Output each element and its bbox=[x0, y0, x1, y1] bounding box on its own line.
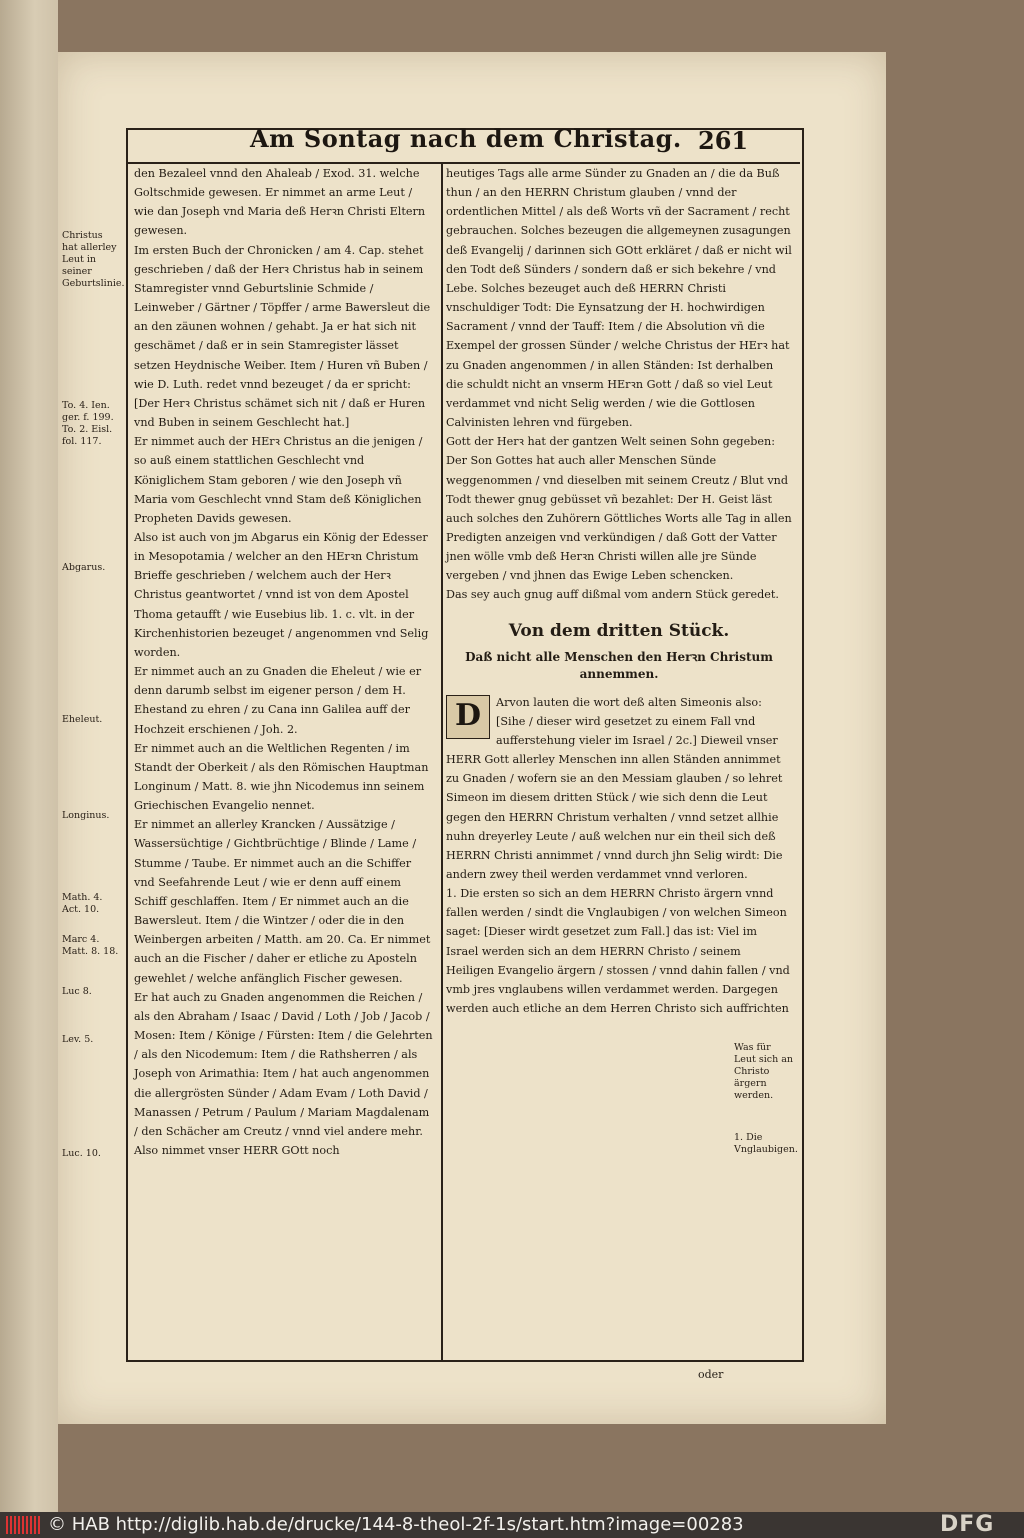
left-paragraph-3: Er nimmet auch der HErꝛ Christus an die jenigen / so auß einem stattlichen Geschlecht vnd Königlichem Stam geboren / wie den Joseph vñ Maria vom Geschlecht vnnd Stam deß Königlichen Propheten Davids gewesen. bbox=[134, 435, 423, 525]
margin-note-eheleut: Eheleut. bbox=[62, 714, 103, 725]
column-separator bbox=[441, 164, 443, 1360]
section-subheading: Daß nicht alle Menschen den Herꝛn Christum annemmen. bbox=[465, 649, 773, 681]
left-paragraph-2: Im ersten Buch der Chronicken / am 4. Cap. stehet geschrieben / daß der Herꝛ Christus hab in seinem Stamregister vnnd Geburtslinie Schmide / Leinweber / Gärtner / Töpffer / arme Bawersleut die an den zäunen wohnen / gehabt. Ja er hat sich nit geschämet / daß er in sein Stamregister lässet setzen Heydnische Weiber. Item / Huren vñ Buben / wie D. Luth. redet vnnd bezeuget / da er spricht: [Der Herꝛ Christus schämet sich nit / daß er Huren vnd Buben in seinem Geschlecht hat.] bbox=[134, 243, 431, 430]
margin-note-luc10: Luc. 10. bbox=[62, 1148, 101, 1159]
left-paragraph-8: Er hat auch zu Gnaden angenommen die Reichen / als den Abraham / Isaac / David / Loth / Job / Jacob / Mosen: Item / Könige / Fürsten: Item / die Gelehrten / als den Nicodemum: Item / die Rathsherren / als Joseph von Arimathia: Item / hat auch angenommen die allergrösten Sünder / Adam Evam / Loth David / Manassen / Petrum / Paulum / Mariam Magdalenam / den Schächer am Creutz / vnnd viel andere mehr. bbox=[134, 990, 433, 1138]
book-page bbox=[58, 52, 886, 1424]
left-column bbox=[134, 164, 434, 1160]
right-paragraph-4 bbox=[446, 693, 792, 885]
dropcap-initial: D bbox=[446, 695, 490, 739]
margin-note-matth4: Math. 4. Act. 10. bbox=[62, 892, 103, 915]
left-paragraph-7: Er nimmet an allerley Krancken / Aussätzige / Wassersüchtige / Gichtbrüchtige / Blinde / Lame / Stumme / Taube. Er nimmet auch an die Schiffer vnd Seefahrende Leut / wie er denn auff einem Schiff geschlaffen. Item / Er nimmet auch an die Bawersleut. Item / die Wintzer / oder die in den Weinbergen arbeiten / Matth. am 20. Ca. Er nimmet auch an die Fischer / daher er etliche zu Aposteln gewehlet / welche anfänglich Fischer gewesen. bbox=[134, 818, 431, 985]
previous-page-edge bbox=[0, 0, 58, 1512]
barcode-icon bbox=[6, 1516, 40, 1534]
right-paragraph-5: 1. Die ersten so sich an dem HERRN Christo ärgern vnnd fallen werden / sindt die Vnglaubigen / von welchen Simeon saget: [Dieser wirdt gesetzet zum Fall.] das ist: Viel im Israel werden sich an dem HERRN Christo / seinem Heiligen Evangelio ärgern / stossen / vnnd dahin fallen / vnd vmb jres vnglaubens willen verdammet werden. Dargegen werden auch etliche an dem Herren Christo sich auffrichten bbox=[446, 887, 790, 1016]
catchword: oder bbox=[698, 1368, 724, 1381]
margin-note-unglaubigen: 1. Die Vnglaubigen. bbox=[734, 1132, 798, 1155]
margin-note-aergern: Was für Leut sich an Christo ärgern werden. bbox=[734, 1042, 794, 1101]
running-head: Am Sontag nach dem Christag. bbox=[250, 124, 682, 153]
left-paragraph-5: Er nimmet auch an zu Gnaden die Eheleut / wie er denn darumb selbst im eigener person / dem H. Ehestand zu ehren / zu Cana inn Galilea auff der Hochzeit erschienen / Joh. 2. bbox=[134, 665, 422, 736]
viewer-footer bbox=[0, 1512, 1024, 1538]
page-number: 261 bbox=[698, 126, 749, 155]
right-paragraph-1: heutiges Tags alle arme Sünder zu Gnaden an / die da Buß thun / an den HERRN Christum glauben / vnnd der ordentlichen Mittel / als deß Worts vñ der Sacrament / recht gebrauchen. Solches bezeugen die allgemeynen zusagungen deß Evangelij / darinnen sich GOtt erkläret / daß er nicht wil den Todt deß Sünders / sondern daß er sich bekehre / vnd Lebe. Solches bezeuget auch deß HERRN Christi vnschuldiger Todt: Die Eynsatzung der H. hochwirdigen Sacrament / vnnd der Tauff: Item / die Absolution vñ die Exempel der grossen Sünder / welche Christus der HErꝛ hat zu Gnaden angenommen / in allen Ständen: Ist derhalben die schuldt nicht an vnserm HErꝛn Gott / daß so viel Leut verdammet vnd nicht Selig werden / wie die Gottlosen Calvinisten lehren vnd fürgeben. bbox=[446, 167, 792, 430]
margin-note-marc4: Marc 4. Matt. 8. 18. bbox=[62, 934, 119, 957]
left-paragraph-9: Also nimmet vnser HERR GOtt noch bbox=[134, 1143, 340, 1157]
left-paragraph-4: Also ist auch von jm Abgarus ein König der Edesser in Mesopotamia / welcher an den HErꝛn Christum Brieffe geschrieben / welchem auch der Herꝛ Christus geantwortet / vnnd ist von dem Apostel Thoma getaufft / wie Eusebius lib. 1. c. vlt. in der Kirchenhistorien bezeuget / angenommen vnd Selig worden. bbox=[134, 530, 429, 659]
margin-note-abgarus: Abgarus. bbox=[62, 562, 106, 573]
copyright-url: © HAB http://diglib.hab.de/drucke/144-8-theol-2f-1s/start.htm?image=00283 bbox=[48, 1514, 744, 1535]
right-paragraph-3: Das sey auch gnug auff dißmal vom andern Stück geredet. bbox=[446, 588, 779, 602]
dfg-logo: DFG bbox=[940, 1512, 995, 1537]
margin-note-lev5: Lev. 5. bbox=[62, 1034, 94, 1045]
right-paragraph-4-text: Arvon lauten die wort deß alten Simeonis also: [Sihe / dieser wird gesetzet zu einem Fall vnd aufferstehung vieler im Israel / 2c.] Dieweil vnser HERR Gott allerley Menschen inn allen Ständen annimmet zu Gnaden / wofern sie an den Messiam glauben / so lehret Simeon im diesem dritten Stück / wie sich denn die Leut gegen den HERRN Christum verhalten / vnnd setzet allhie nuhn dreyerley Leute / auß welchen nur ein theil sich deß HERRN Christi annimmet / vnnd durch jhn Selig wirdt: Die andern zwey theil werden verdammet vnnd verloren. bbox=[446, 695, 783, 881]
left-paragraph-6: Er nimmet auch an die Weltlichen Regenten / im Standt der Oberkeit / als den Römischen Hauptman Longinum / Matt. 8. wie jhn Nicodemus inn seinem Griechischen Evangelio nennet. bbox=[134, 741, 429, 813]
right-column bbox=[446, 164, 792, 1018]
section-heading: Von dem dritten Stück. bbox=[508, 620, 730, 641]
margin-note-christus: Christus hat allerley Leut in seiner Geburtslinie. bbox=[62, 230, 125, 289]
right-paragraph-2: Gott der Herꝛ hat der gantzen Welt seinen Sohn gegeben: Der Son Gottes hat auch aller Menschen Sünde weggenommen / vnd dieselben mit seinem Creutz / Blut vnd Todt thewer gnug gebüsset vñ bezahlet: Der H. Geist läst auch solches den Zuhörern Göttliches Worts alle Tag in allen Predigten anzeigen vnd verkündigen / daß Gott der Vatter jnen wölle vmb deß Herꝛn Christi willen alle jre Sünde vergeben / vnd jhnen das Ewige Leben schencken. bbox=[446, 435, 792, 583]
margin-note-tom: To. 4. Ien. ger. f. 199. To. 2. Eisl. fol. 117. bbox=[62, 400, 114, 447]
margin-note-longinus: Longinus. bbox=[62, 810, 110, 821]
margin-note-luc8: Luc 8. bbox=[62, 986, 92, 997]
left-paragraph-1: den Bezaleel vnnd den Ahaleab / Exod. 31. welche Goltschmide gewesen. Er nimmet an arme Leut / wie dan Joseph vnd Maria deß Herꝛn Christi Eltern gewesen. bbox=[134, 167, 426, 238]
